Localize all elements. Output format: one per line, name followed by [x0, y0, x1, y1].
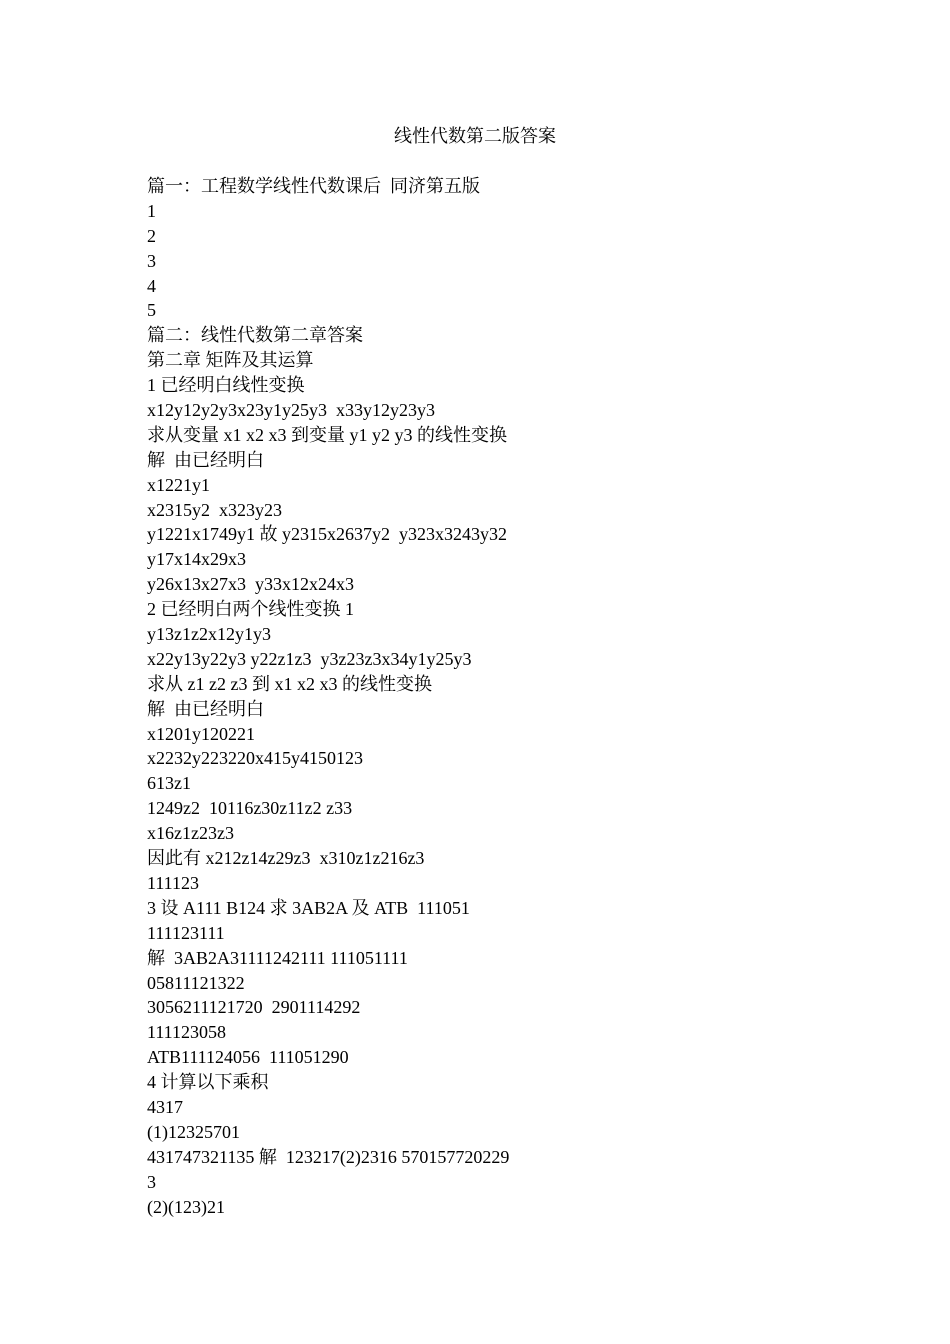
text-line: y17x14x29x3 [147, 549, 246, 570]
text-line: 求从变量 x1 x2 x3 到变量 y1 y2 y3 的线性变换 [147, 424, 507, 445]
text-line: 613z1 [147, 773, 191, 794]
text-line: ATB111124056 111051290 [147, 1047, 349, 1068]
text-line: x1201y120221 [147, 723, 255, 744]
text-line: 111123111 [147, 922, 225, 943]
text-line: 因此有 x212z14z29z3 x310z1z216z3 [147, 848, 425, 869]
text-line: 4317 [147, 1096, 183, 1117]
text-line: 篇二：线性代数第二章答案 [147, 325, 363, 346]
text-line: 2 已经明白两个线性变换 1 [147, 599, 354, 620]
text-line: 5 [147, 300, 156, 321]
text-line: 3 设 A111 B124 求 3AB2A 及 ATB 111051 [147, 897, 470, 918]
text-line: 求从 z1 z2 z3 到 x1 x2 x3 的线性变换 [147, 673, 432, 694]
text-line: 1 [147, 200, 156, 221]
text-line: 1 已经明白线性变换 [147, 375, 305, 396]
text-line: 1249z2 10116z30z11z2 z33 [147, 798, 353, 819]
text-line: 4 计算以下乘积 [147, 1072, 269, 1093]
text-line: (1)12325701 [147, 1121, 240, 1142]
text-line: x16z1z23z3 [147, 823, 234, 844]
text-line: 3 [147, 1171, 156, 1192]
text-line: 111123 [147, 872, 199, 893]
page-title: 线性代数第二版答案 [394, 126, 556, 146]
text-line: (2)(123)21 [147, 1196, 225, 1217]
text-line: 3 [147, 250, 156, 271]
text-line: y13z1z2x12y1y3 [147, 624, 271, 645]
text-line: 05811121322 [147, 972, 245, 993]
text-line: 4 [147, 275, 156, 296]
text-line: y1221x1749y1 故 y2315x2637y2 y323x3243y32 [147, 524, 507, 545]
text-line: y26x13x27x3 y33x12x24x3 [147, 574, 354, 595]
text-line: x2232y223220x415y4150123 [147, 748, 363, 769]
text-line: x22y13y22y3 y22z1z3 y3z23z3x34y1y25y3 [147, 648, 472, 669]
text-line: 篇一：工程数学线性代数课后 同济第五版 [147, 176, 480, 196]
text-line: x2315y2 x323y23 [147, 499, 282, 520]
text-line: 解 由已经明白 [147, 698, 264, 719]
text-line: 3056211121720 2901114292 [147, 997, 361, 1018]
text-line: 解 由已经明白 [147, 449, 264, 470]
document-body [147, 174, 907, 1219]
text-line: 解 3AB2A31111242111 111051111 [147, 947, 408, 968]
text-line: 2 [147, 225, 156, 246]
text-line: 111123058 [147, 1022, 226, 1043]
text-line: 431747321135 解 123217(2)2316 570157720229 [147, 1146, 510, 1167]
text-line: 第二章 矩阵及其运算 [147, 350, 314, 371]
text-line: x12y12y2y3x23y1y25y3 x33y12y23y3 [147, 400, 435, 421]
text-line: x1221y1 [147, 474, 210, 495]
